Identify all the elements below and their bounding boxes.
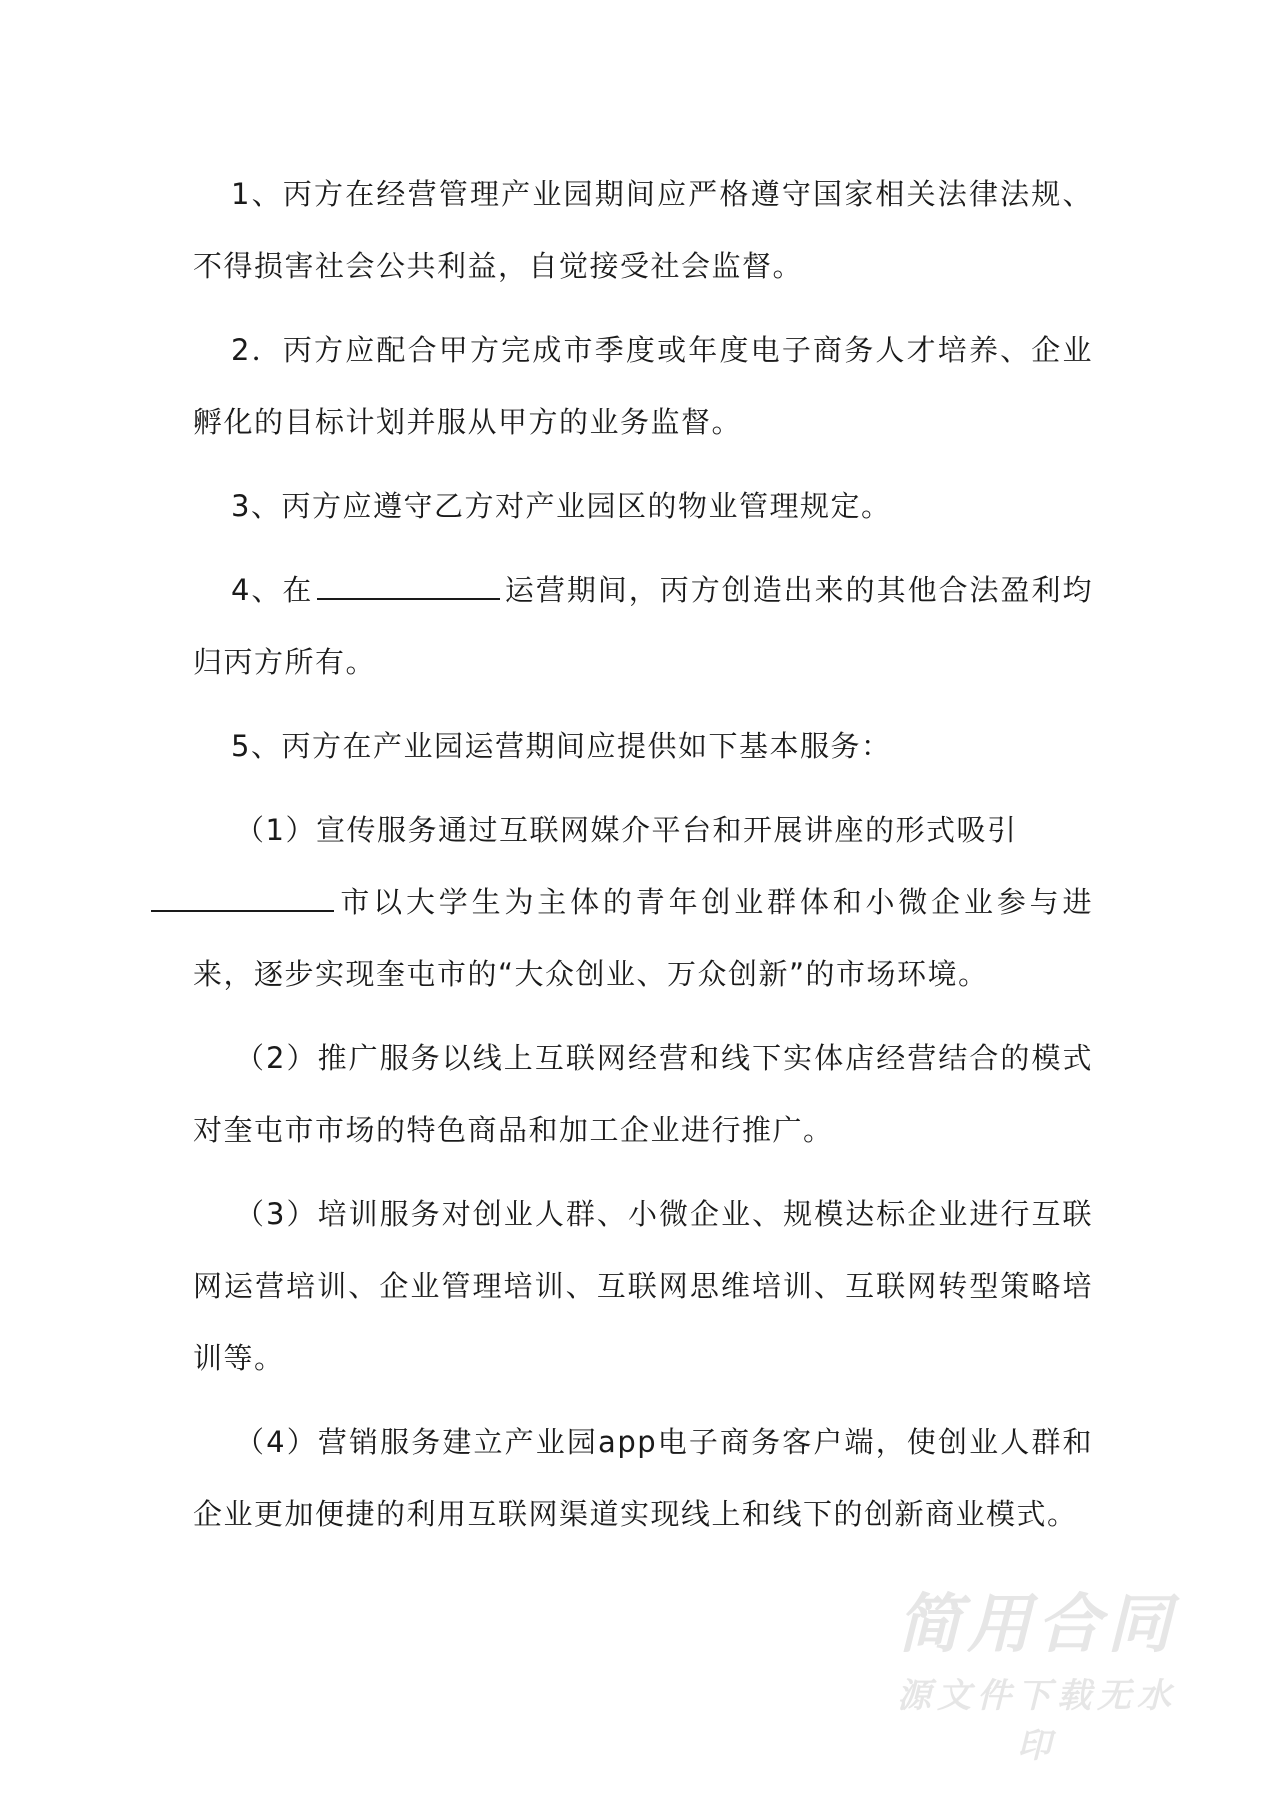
clause-4 <box>193 554 1093 698</box>
clause-4-prefix: 4、在 <box>231 573 314 607</box>
service-1-rest: 市以大学生为主体的青年创业群体和小微企业参与进来，逐步实现奎屯市的“大众创业、万众创新”的市场环境。 <box>193 885 1093 991</box>
watermark-subtitle: 源文件下载无水印 <box>897 1676 1177 1766</box>
service-3: （3）培训服务对创业人群、小微企业、规模达标企业进行互联网运营培训、企业管理培训、互联网思维培训、互联网转型策略培训等。 <box>193 1197 1093 1375</box>
service-1 <box>193 794 1093 1010</box>
document-page <box>193 158 1093 1562</box>
clause-5: 5、丙方在产业园运营期间应提供如下基本服务： <box>231 729 892 763</box>
watermark-title: 简用合同 <box>897 1588 1177 1662</box>
fill-in-blank <box>317 597 500 600</box>
clause-1: 1、丙方在经营管理产业园期间应严格遵守国家相关法律法规、不得损害社会公共利益，自觉接受社会监督。 <box>193 177 1093 283</box>
fill-in-blank <box>151 909 334 912</box>
clause-2: 2．丙方应配合甲方完成市季度或年度电子商务人才培养、企业孵化的目标计划并服从甲方的业务监督。 <box>193 333 1093 439</box>
clause-3: 3、丙方应遵守乙方对产业园区的物业管理规定。 <box>231 489 892 523</box>
watermark <box>882 1585 1192 1771</box>
service-4: （4）营销服务建立产业园app电子商务客户端，使创业人群和企业更加便捷的利用互联网渠道实现线上和线下的创新商业模式。 <box>193 1425 1093 1531</box>
clause-4-suffix: 运营期间，丙方创造出来的其他合法盈利均归丙方所有。 <box>193 573 1093 679</box>
service-2: （2）推广服务以线上互联网经营和线下实体店经营结合的模式对奎屯市市场的特色商品和加工企业进行推广。 <box>193 1041 1093 1147</box>
service-1-line1: （1）宣传服务通过互联网媒介平台和开展讲座的形式吸引 <box>235 813 1018 847</box>
